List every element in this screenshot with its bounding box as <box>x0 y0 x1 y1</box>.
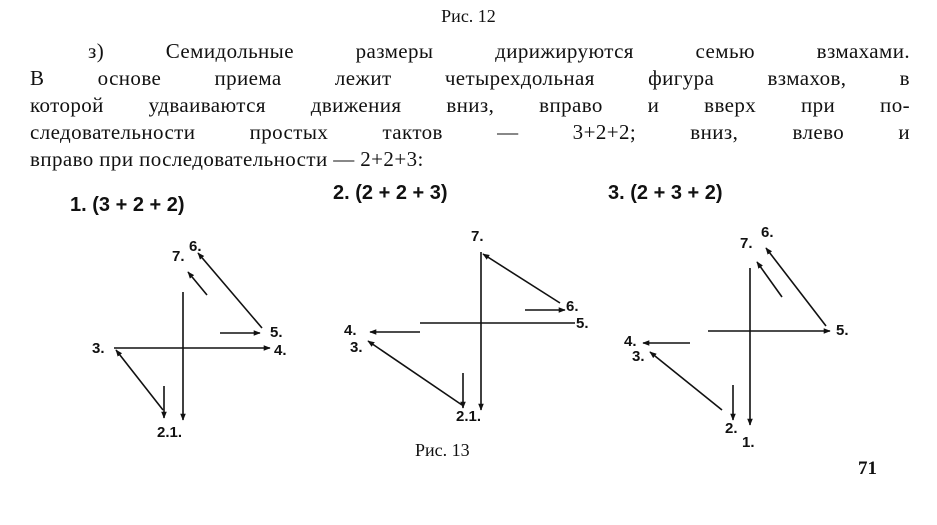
fig1-stroke-to-3 <box>116 350 163 410</box>
fig1-stroke-up-6 <box>198 253 262 328</box>
figure-1-diagram <box>114 253 270 420</box>
top-figure-caption: Рис. 12 <box>441 6 496 26</box>
fig2-label-5: 5. <box>576 315 589 332</box>
fig3-stroke-up-7 <box>757 262 782 297</box>
fig3-label-1: 1. <box>742 434 755 451</box>
fig1-label-4: 4. <box>274 342 287 359</box>
fig1-label-3: 3. <box>92 340 105 357</box>
fig2-label-6: 6. <box>566 298 579 315</box>
fig3-label-2: 2. <box>725 420 738 437</box>
paragraph-line: которой удваиваются движения вниз, вправо и вверх при по- <box>30 93 910 117</box>
fig2-label-3: 3. <box>350 339 363 356</box>
fig2-label-4: 4. <box>344 322 357 339</box>
page-number: 71 <box>858 458 877 479</box>
fig2-label-7: 7. <box>471 228 484 245</box>
fig2-stroke-up-7 <box>483 254 560 303</box>
paragraph-line: вправо при последовательности — 2+2+3: <box>30 147 424 171</box>
bottom-figure-caption: Рис. 13 <box>415 440 470 460</box>
fig3-label-4: 4. <box>624 333 637 350</box>
fig2-label-2-1: 2.1. <box>456 408 482 425</box>
fig1-label-5: 5. <box>270 324 283 341</box>
paragraph-line: следовательности простых тактов — 3+2+2; вниз, влево и <box>30 120 910 144</box>
fig3-label-3: 3. <box>632 348 645 365</box>
fig3-stroke-to-3 <box>650 352 722 410</box>
fig2-stroke-to-3 <box>368 341 462 405</box>
fig3-label-5: 5. <box>836 322 849 339</box>
figure-3-title: 3. (2 + 3 + 2) <box>608 182 723 204</box>
fig1-label-2-1: 2.1. <box>157 424 183 441</box>
fig3-label-6: 6. <box>761 224 774 241</box>
fig1-stroke-up-7 <box>188 272 207 295</box>
fig1-label-6: 6. <box>189 238 202 255</box>
paragraph-line: В основе приема лежит четырехдольная фигура взмахов, в <box>30 66 910 90</box>
paragraph-line: з) Семидольные размеры дирижируются семью взмахами. <box>88 39 910 63</box>
figure-2-title: 2. (2 + 2 + 3) <box>333 182 448 204</box>
fig3-label-7: 7. <box>740 235 753 252</box>
figure-1-title: 1. (3 + 2 + 2) <box>70 194 185 216</box>
figure-3-diagram <box>643 248 830 425</box>
fig1-label-7: 7. <box>172 248 185 265</box>
figure-2-diagram <box>368 252 575 410</box>
